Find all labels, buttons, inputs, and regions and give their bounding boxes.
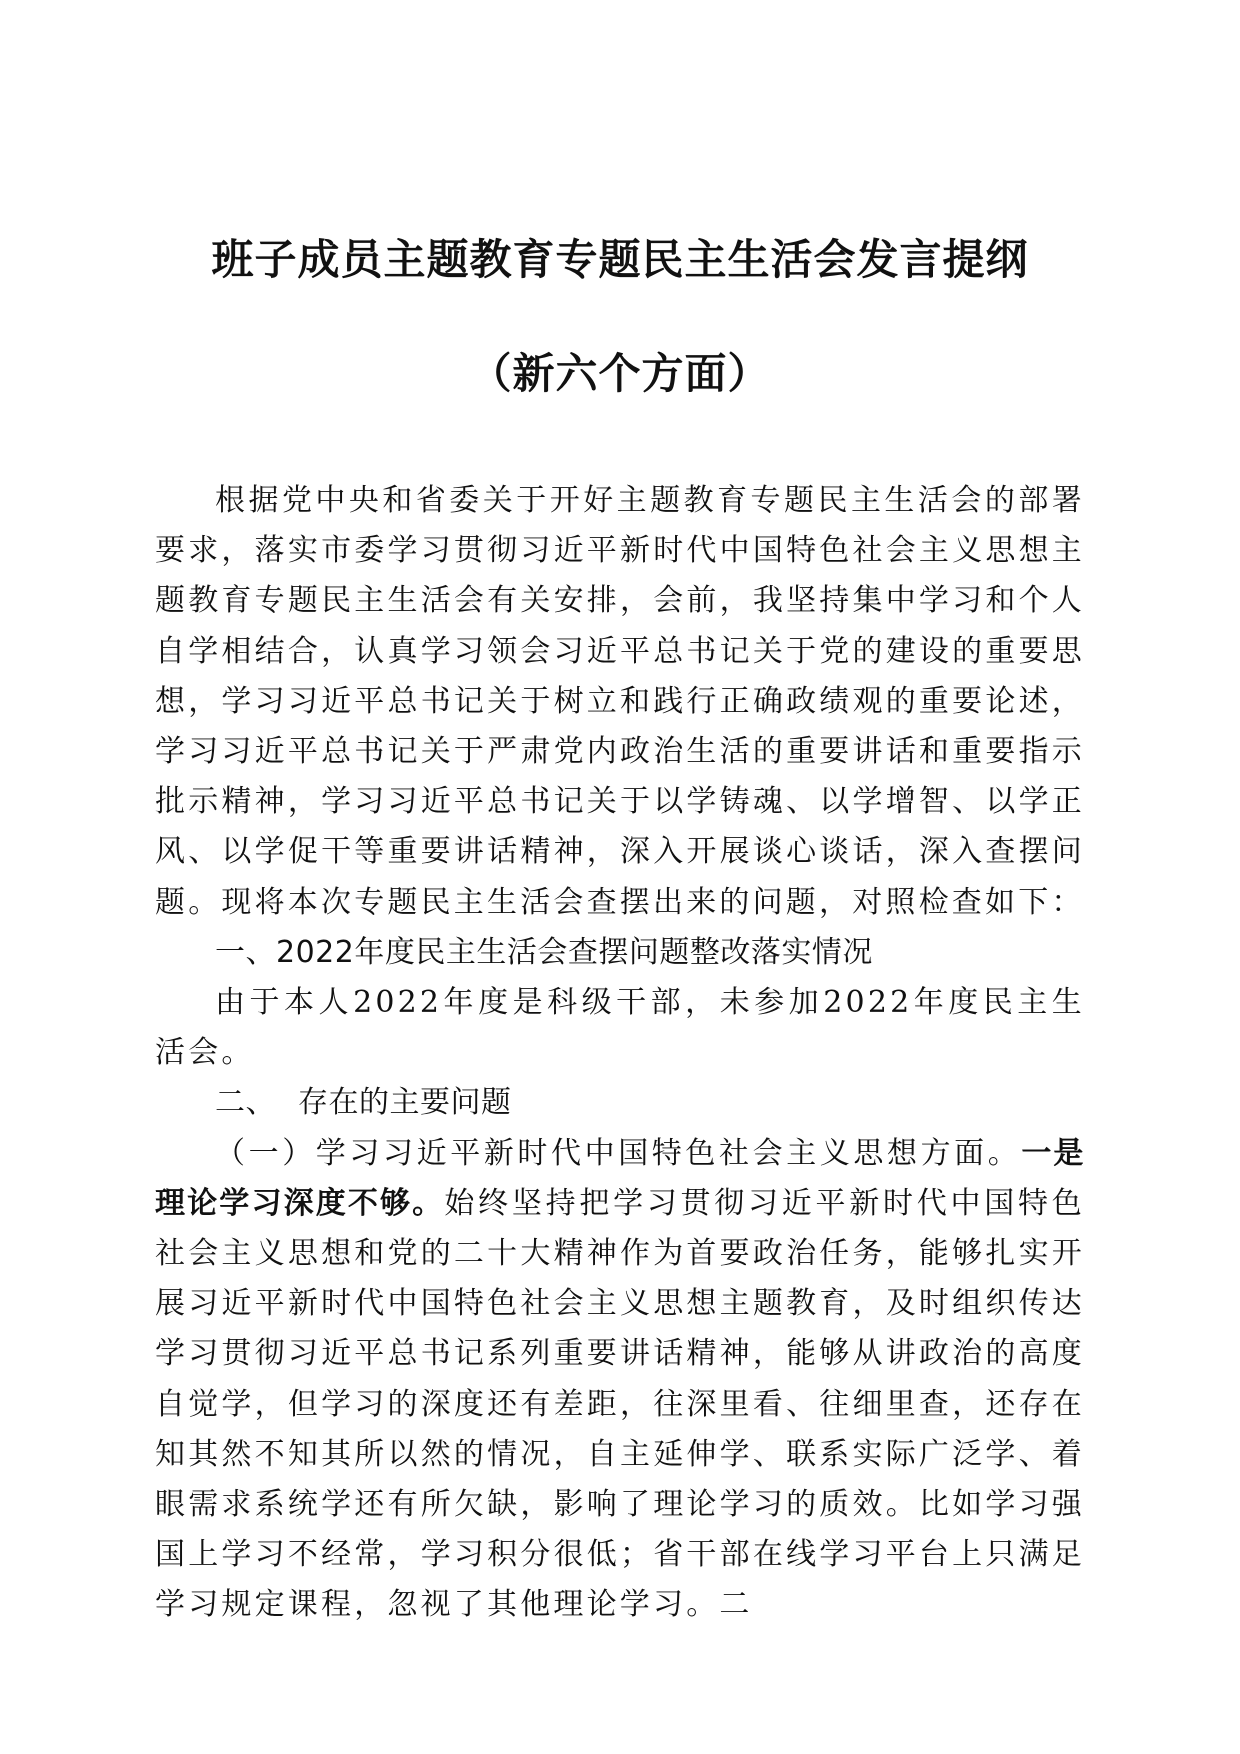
- section-2-heading: [155, 1078, 1085, 1128]
- intro-paragraph: 根据党中央和省委关于开好主题教育专题民主生活会的部署要求，落实市委学习贯彻习近平新时代中国特色社会主义思想主题教育专题民主生活会有关安排，会前，我坚持集中学习和个人自学相结合，认真学习领会习近平总书记关于党的建设的重要思想，学习习近平总书记关于树立和践行正确政绩观的重要论述，学习习近平总书记关于严肃党内政治生活的重要讲话和重要指示批示精神，学习习近平总书记关于以学铸魂、以学增智、以学正风、以学促干等重要讲话精神，深入开展谈心谈话，深入查摆问题。现将本次专题民主生活会查摆出来的问题，对照检查如下：: [155, 483, 1085, 920]
- section-2-number: 二、: [215, 1085, 276, 1121]
- subsection-1-point-title: 一是理论学习深度不够。: [155, 1135, 1085, 1221]
- subsection-1-lead: （一）学习习近平新时代中国特色社会主义思想方面。: [215, 1135, 1022, 1171]
- document-subtitle: （新六个方面）: [469, 349, 771, 398]
- section-2-title: 存在的主要问题: [298, 1085, 512, 1121]
- document-title: 班子成员主题教育专题民主生活会发言提纲: [211, 235, 1029, 284]
- section-1-paragraph: 由于本人2022年度是科级干部，未参加2022年度民主生活会。: [155, 985, 1085, 1071]
- document-body: [155, 476, 1085, 1631]
- subsection-1-text: 始终坚持把学习贯彻习近平新时代中国特色社会主义思想和党的二十大精神作为首要政治任务，能够扎实开展习近平新时代中国特色社会主义思想主题教育，及时组织传达学习贯彻习近平总书记系列重要讲话精神，能够从讲政治的高度自觉学，但学习的深度还有差距，往深里看、往细里查，还存在知其然不知其所以然的情况，自主延伸学、联系实际广泛学、着眼需求系统学还有所欠缺，影响了理论学习的质效。比如学习强国上学习不经常，学习积分很低；省干部在线学习平台上只满足学习规定课程，忽视了其他理论学习。二: [155, 1185, 1085, 1623]
- section-1-heading: 一、2022年度民主生活会查摆问题整改落实情况: [215, 934, 873, 970]
- subsection-1-paragraph: [155, 1129, 1085, 1631]
